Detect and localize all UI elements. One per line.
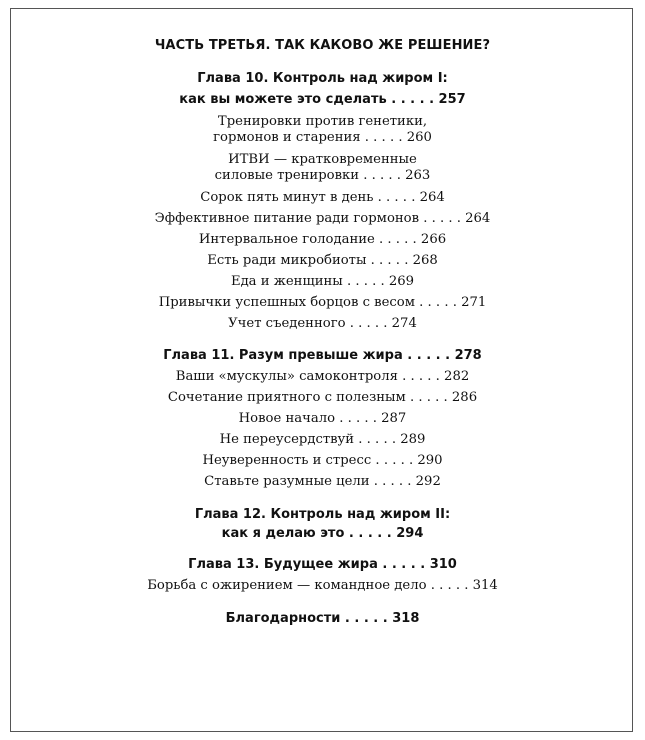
toc-entry: Борьба с ожирением — командное дело . . . . . 314	[147, 578, 498, 593]
acknowledgements-entry: Благодарности . . . . . 318	[225, 611, 420, 626]
chapter-10-title: Глава 10. Контроль над жиром I:	[197, 71, 448, 86]
toc-entry: Ставьте разумные цели . . . . . 292	[204, 474, 441, 489]
toc-entry: Интервальное голодание . . . . . 266	[198, 232, 447, 247]
toc-entry: Привычки успешных борцов с весом . . . . . 271	[158, 295, 487, 310]
toc-entry: гормонов и старения . . . . . 260	[213, 130, 432, 145]
chapter-12-title-cont: как я делаю это . . . . . 294	[221, 526, 424, 541]
toc-entry: Ваши «мускулы» самоконтроля . . . . . 282	[175, 369, 470, 384]
toc-entry: Сорок пять минут в день . . . . . 264	[200, 190, 445, 205]
toc-entry: Неуверенность и стресс . . . . . 290	[202, 453, 443, 468]
toc-entry: Сочетание приятного с полезным . . . . . 286	[167, 390, 478, 405]
toc-entry: Еда и женщины . . . . . 269	[230, 274, 415, 289]
toc-entry: Не переусердствуй . . . . . 289	[219, 432, 426, 447]
toc-entry: Тренировки против генетики,	[217, 114, 428, 129]
toc-entry: ИТВИ — кратковременные	[228, 152, 417, 167]
toc-entry: Есть ради микробиоты . . . . . 268	[207, 253, 438, 268]
chapter-13-title: Глава 13. Будущее жира . . . . . 310	[188, 557, 457, 572]
chapter-10-title-cont: как вы можете это сделать . . . . . 257	[179, 92, 466, 107]
toc-entry: Учет съеденного . . . . . 274	[228, 316, 417, 331]
chapter-11-title: Глава 11. Разум превыше жира . . . . . 278	[163, 348, 482, 363]
toc-entry: Новое начало . . . . . 287	[238, 411, 407, 426]
part-title: ЧАСТЬ ТРЕТЬЯ. ТАК КАКОВО ЖЕ РЕШЕНИЕ?	[154, 38, 491, 53]
toc-entry: силовые тренировки . . . . . 263	[214, 168, 431, 183]
toc-entry: Эффективное питание ради гормонов . . . . . 264	[154, 211, 491, 226]
chapter-12-title: Глава 12. Контроль над жиром II:	[194, 507, 451, 522]
